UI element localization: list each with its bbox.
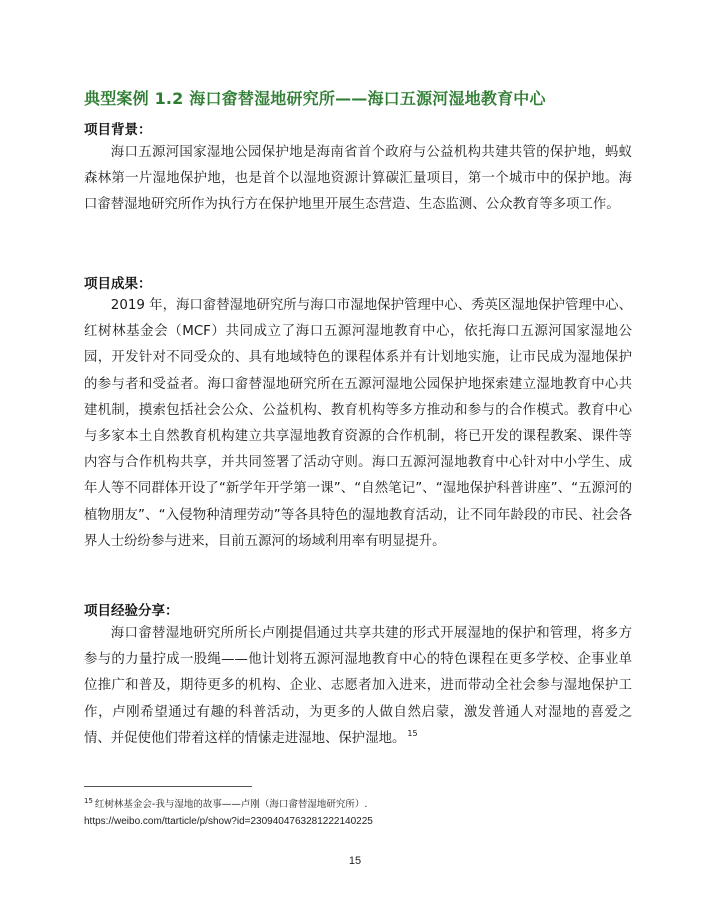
footnote-reference[interactable]: 15	[407, 729, 418, 739]
results-heading: 项目成果：	[84, 276, 152, 292]
results-paragraph: 2019 年，海口畲替湿地研究所与海口市湿地保护管理中心、秀英区湿地保护管理中心、红树林基金会（MCF）共同成立了海口五源河湿地教育中心，依托海口五源河国家湿地公园，开发针对不同受众的、具有地域特色的课程体系并有计划地实施，让市民成为湿地保护的参与者和受益者。海口畲替湿地研究所在五源河湿地公园保护地探索建立湿地教育中心共建机制，摸索包括社会公众、公益机构、教育机构等多方推动和参与的合作模式。教育中心与多家本土自然教育机构建立共享湿地教育资源的合作机制，将已开发的课程教案、课件等内容与合作机构共享，并共同签署了活动守则。海口五源河湿地教育中心针对中小学生、成年人等不同群体开设了“新学年开学第一课”、“自然笔记”、“湿地保护科普讲座”、“五源河的植物朋友”、“入侵物种清理劳动”等各具特色的湿地教育活动，让不同年龄段的市民、社会各界人士纷纷参与进来，目前五源河的场域利用率有明显提升。	[84, 298, 632, 549]
footnote-mark: 15	[84, 796, 93, 805]
experience-heading: 项目经验分享：	[84, 603, 179, 619]
case-title: 典型案例 1.2 海口畲替湿地研究所——海口五源河湿地教育中心	[84, 89, 546, 108]
experience-paragraph	[84, 621, 632, 752]
footnote-divider	[84, 786, 252, 787]
page-number: 15	[348, 855, 362, 867]
background-paragraph: 海口五源河国家湿地公园保护地是海南省首个政府与公益机构共建共管的保护地，蚂蚁森林第一片湿地保护地，也是首个以湿地资源计算碳汇量项目，第一个城市中的保护地。海口畲替湿地研究所作为执行方在保护地里开展生态营造、生态监测、公众教育等多项工作。	[84, 145, 632, 213]
background-heading: 项目背景：	[84, 122, 152, 138]
footnote-text: 红树林基金会-我与湿地的故事——卢刚（海口畲替湿地研究所）.	[94, 799, 368, 810]
footnote	[84, 796, 644, 830]
footnote-url[interactable]: https://weibo.com/ttarticle/p/show?id=2309404763281222140225	[84, 816, 373, 827]
experience-text: 海口畲替湿地研究所所长卢刚提倡通过共享共建的形式开展湿地的保护和管理，将多方参与的力量拧成一股绳——他计划将五源河湿地教育中心的特色课程在更多学校、企事业单位推广和普及，期待更多的机构、企业、志愿者加入进来，进而带动全社会参与湿地保护工作，卢刚希望通过有趣的科普活动，为更多的人做自然启蒙，激发普通人对湿地的喜爱之情、并促使他们带着这样的情愫走进湿地、保护湿地。	[84, 626, 632, 746]
